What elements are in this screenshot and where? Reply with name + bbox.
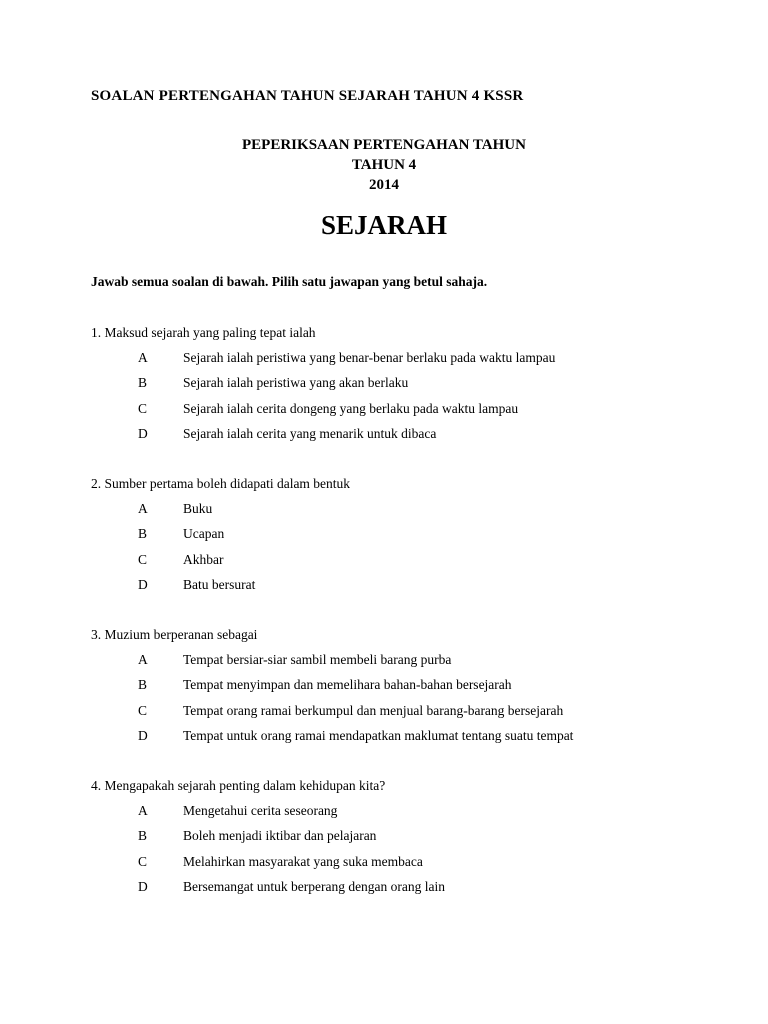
option-text: Mengetahui cerita seseorang [183, 803, 338, 818]
option-text: Melahirkan masyarakat yang suka membaca [183, 853, 423, 869]
option-text: Sejarah ialah cerita yang menarik untuk dibaca [183, 425, 437, 441]
option-text: Bersemangat untuk berperang dengan orang lain [183, 878, 446, 894]
option-text: Tempat bersiar-siar sambil membeli barang purba [183, 652, 452, 667]
question-stem: 3. Muzium berperanan sebagai [91, 627, 258, 642]
option-d [91, 575, 350, 600]
option-letter: B [138, 375, 148, 391]
option-letter: D [138, 727, 148, 743]
document-heading: SOALAN PERTENGAHAN TAHUN SEJARAH TAHUN 4 KSSR [91, 88, 524, 104]
option-b [91, 524, 350, 549]
option-text: Buku [183, 501, 213, 516]
option-d [91, 877, 446, 902]
option-letter: B [138, 677, 148, 693]
option-d [91, 424, 437, 449]
option-c [91, 399, 519, 424]
option-a [91, 650, 452, 675]
option-a [91, 348, 556, 373]
option-letter: D [138, 425, 148, 441]
option-text: Tempat orang ramai berkumpul dan menjual barang-barang bersejarah [183, 702, 564, 718]
question-stem: 1. Maksud sejarah yang paling tepat ialah [91, 325, 316, 340]
option-c [91, 550, 350, 575]
exam-year: 2014 [369, 177, 399, 193]
question-2 [91, 474, 350, 600]
option-d [91, 726, 574, 751]
option-letter: A [138, 350, 148, 365]
option-letter: B [138, 526, 148, 542]
option-letter: D [138, 576, 148, 592]
option-text: Ucapan [183, 526, 225, 542]
option-letter: A [138, 501, 148, 516]
exam-grade: TAHUN 4 [351, 157, 417, 173]
question-stem: 2. Sumber pertama boleh didapati dalam bentuk [91, 476, 351, 491]
option-a [91, 499, 350, 524]
option-text: Batu bersurat [183, 576, 256, 592]
option-c [91, 701, 564, 726]
option-letter: C [138, 702, 148, 718]
option-letter: A [138, 652, 148, 667]
question-3 [91, 625, 574, 751]
option-text: Tempat untuk orang ramai mendapatkan maklumat tentang suatu tempat [183, 727, 574, 743]
option-letter: A [138, 803, 148, 818]
option-text: Sejarah ialah peristiwa yang benar-benar berlaku pada waktu lampau [183, 350, 556, 365]
option-c [91, 852, 423, 877]
option-a [91, 801, 385, 826]
question-4 [91, 776, 446, 902]
option-letter: C [138, 853, 148, 869]
option-letter: C [138, 400, 148, 416]
option-letter: B [138, 828, 148, 844]
option-letter: C [138, 551, 148, 567]
option-text: Boleh menjadi iktibar dan pelajaran [183, 828, 377, 844]
option-b [91, 826, 385, 851]
option-text: Sejarah ialah peristiwa yang akan berlaku [183, 375, 409, 391]
question-stem: 4. Mengapakah sejarah penting dalam kehidupan kita? [91, 778, 386, 793]
option-letter: D [138, 878, 148, 894]
exam-title-block [0, 135, 768, 195]
exam-title: PEPERIKSAAN PERTENGAHAN TAHUN [242, 137, 526, 153]
question-1 [91, 323, 556, 449]
option-b [91, 373, 409, 398]
option-text: Tempat menyimpan dan memelihara bahan-bahan bersejarah [183, 677, 512, 693]
subject-title: SEJARAH [320, 210, 448, 240]
option-text: Sejarah ialah cerita dongeng yang berlaku pada waktu lampau [183, 400, 519, 416]
instructions: Jawab semua soalan di bawah. Pilih satu jawapan yang betul sahaja. [91, 274, 488, 289]
option-text: Akhbar [183, 551, 224, 567]
option-b [91, 675, 512, 700]
